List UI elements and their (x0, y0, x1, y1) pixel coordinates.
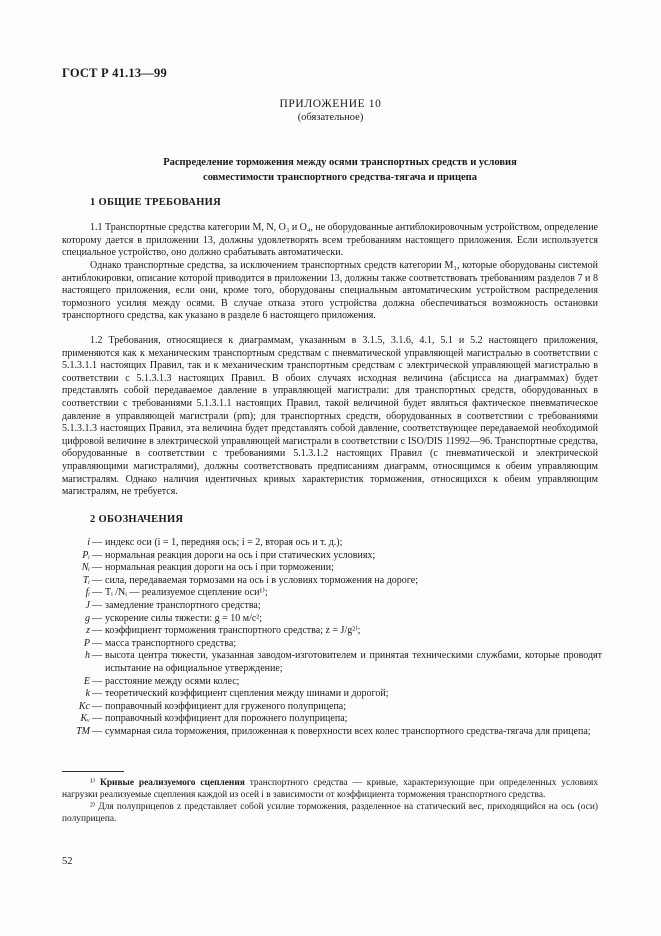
definition-item: Kᵥ — поправочный коэффициент для порожнего полуприцепа; (62, 713, 602, 726)
section-2-heading: 2 ОБОЗНАЧЕНИЯ (90, 514, 184, 525)
definition-item: TM — суммарная сила торможения, приложенная к поверхности всех колес транспортного средства-тягача для прицепа; (62, 726, 602, 739)
definition-item: P — масса транспортного средства; (62, 638, 602, 651)
definition-text: расстояние между осями колес; (105, 675, 240, 687)
footnote-1-text: транспортного средства — кривые, характеризующие при определенных условиях нагрузки реализуемые сцепления каждой из осей i в зависимости от коэффициента торможения транспортного средства. (62, 778, 599, 800)
definition-item: Kc — поправочный коэффициент для груженого полуприцепа; (62, 701, 602, 714)
document-header: ГОСТ Р 41.13—99 (62, 66, 167, 80)
definition-text: коэффициент торможения транспортного средства; z = J/g²⁾; (105, 625, 361, 637)
definition-symbol: Tᵢ (82, 574, 90, 586)
footnote-1 (62, 777, 598, 801)
footnote-1-term: Кривые реализуемого сцепления (100, 778, 245, 788)
definition-text: индекс оси (i = 1, передняя ось; i = 2, вторая ось и т. д.); (105, 537, 343, 548)
definition-text: поправочный коэффициент для порожнего полуприцепа; (105, 713, 348, 725)
definition-symbol: h (85, 650, 90, 662)
appendix-title: ПРИЛОЖЕНИЕ 10 (279, 98, 382, 110)
definition-text: масса транспортного средства; (105, 637, 237, 649)
definition-symbol: k (85, 688, 90, 700)
definitions-list (62, 537, 602, 739)
definition-item: h — высота центра тяжести, указанная заводом-изготовителем и принятая техническими службами, которые проводят испытание на официальное утверждение; (62, 650, 602, 675)
definition-text: суммарная сила торможения, приложенная к поверхности всех колес транспортного средства-тягача для прицепа; (105, 725, 591, 737)
footnotes (62, 777, 598, 825)
definition-symbol: E (83, 675, 90, 687)
definition-symbol: Kc (78, 700, 90, 712)
definition-text: нормальная реакция дороги на ось i при статических условиях; (105, 549, 376, 561)
definition-symbol: i (87, 537, 90, 548)
definition-text: теоретический коэффициент сцепления между шинами и дорогой; (105, 688, 389, 700)
definition-text: сила, передаваемая тормозами на ось i в условиях торможения на дороге; (105, 574, 418, 586)
footnote-divider (62, 771, 124, 772)
definition-symbol: P (83, 637, 90, 649)
definition-item: E — расстояние между осями колес; (62, 676, 602, 689)
definition-item: k — теоретический коэффициент сцепления между шинами и дорогой; (62, 688, 602, 701)
definition-symbol: J (85, 599, 90, 611)
definition-item: Pᵢ — нормальная реакция дороги на ось i при статических условиях; (62, 550, 602, 563)
definition-text: Tᵢ /Nᵢ — реализуемое сцепление оси¹⁾; (105, 587, 268, 599)
main-title-line-1: Распределение торможения между осями транспортных средств и условия (163, 157, 517, 168)
definition-item: J — замедление транспортного средства; (62, 600, 602, 613)
definition-text: нормальная реакция дороги на ось i при торможении; (105, 562, 334, 574)
definition-item: Nᵢ — нормальная реакция дороги на ось i при торможении; (62, 562, 602, 575)
definition-item: fᵢ — Tᵢ /Nᵢ — реализуемое сцепление оси¹⁾; (62, 587, 602, 600)
definition-symbol: Nᵢ (81, 562, 90, 574)
section-1-heading: 1 ОБЩИЕ ТРЕБОВАНИЯ (90, 197, 222, 208)
definition-item: z — коэффициент торможения транспортного средства; z = J/g²⁾; (62, 625, 602, 638)
definition-symbol: Pᵢ (82, 549, 90, 561)
definition-item: i — индекс оси (i = 1, передняя ось; i = 2, вторая ось и т. д.); (62, 537, 602, 550)
definition-text: ускорение силы тяжести: g = 10 м/с²; (105, 612, 263, 624)
appendix-subtitle: (обязательное) (297, 112, 364, 123)
paragraph-text: Однако транспортные средства, за исключением транспортных средств категории M₁, которые оборудованы системой антиблокировки, описание которой приводится в приложении 13, должны также соответствовать требованиям разделов 7 и 8 настоящего приложения, если они, кроме того, оборудованы специальным автоматическим устройством распределения тормозного усилия между осями. В случае отказа этого устройства должна обеспечиваться возможность остановки транспортного средства, как указано в разделе 6 настоящего приложения. (62, 260, 598, 322)
definition-item: g — ускорение силы тяжести: g = 10 м/с²; (62, 613, 602, 626)
definition-item: Tᵢ — сила, передаваемая тормозами на ось i в условиях торможения на дороге; (62, 575, 602, 588)
definition-text: поправочный коэффициент для груженого полуприцепа; (105, 700, 347, 712)
definition-symbol: z (86, 625, 90, 637)
section-1-paragraph-1 (62, 222, 598, 260)
definition-symbol: g (85, 612, 90, 624)
definition-symbol: fᵢ (85, 587, 90, 599)
section-1-paragraph-2 (62, 260, 598, 323)
definition-symbol: TM (76, 725, 90, 737)
paragraph-text: 1.1 Транспортные средства категории M, N, O₃ и O₄, не оборудованные антиблокировочным устройством, определение которому дается в приложении 13, должны удовлетворять всем требованиям настоящего приложения. Если используется специальное устройство, оно должно срабатывать автоматически. (62, 222, 598, 259)
paragraph-text: 1.2 Требования, относящиеся к диаграммам, указанным в 3.1.5, 3.1.6, 4.1, 5.1 и 5.2 настоящего приложения, применяются как к механическим транспортным средствам с пневматической управляющей магистралью в соответствии с 5.1.3.1.1 настоящих Правил, так и к механическим транспортным средствам с электрической управляющей магистралью в соответствии с 5.1.3.1.3 настоящих Правил. В обоих случаях исходная величина (абсцисса на диаграммах) будет представлять собой передаваемое давление в управляющей магистрали: для транспортных средств, оборудованных в соответствии с требованиями 5.1.3.1.1 настоящих Правил, такой величиной будет являться фактическое пневматическое давление в управляющей магистрали (pm); для транспортных средств, оборудованных в соответствии с требованиями 5.1.3.1.3 настоящих Правил, эта величина будет представлять собой давление, соответствующее передаваемой необходимой цифровой величине в электрической управляющей магистрали в соответствии с ISO/DIS 11992—96. Транспортные средства, оборудованные в соответствии с требованиями 5.1.3.1.2 настоящих Правил (с пневматической и электрической управляющими магистралями), должны соответствовать предписаниям диаграмм, относящимся к обеим управляющим магистралям. Однако наличия идентичных кривых характеристик торможения, относящихся к обеим управляющим магистралям, не требуется. (62, 335, 598, 498)
footnote-2: ²⁾ Для полуприцепов z представляет собой усилие торможения, разделенное на статический вес, приходящийся на ось (оси) полуприцепа. (62, 802, 598, 824)
footnote-1-mark: ¹⁾ (90, 778, 96, 788)
page-number: 52 (62, 856, 73, 867)
main-title-line-2: совместимости транспортного средства-тягача и прицепа (203, 172, 477, 183)
section-1-paragraph-3 (62, 335, 598, 499)
main-title (90, 155, 590, 185)
definition-symbol: Kᵥ (80, 713, 90, 725)
definition-text: высота центра тяжести, указанная заводом-изготовителем и принятая техническими службами, которые проводят испытание на официальное утверждение; (105, 650, 602, 674)
definition-text: замедление транспортного средства; (105, 599, 261, 611)
